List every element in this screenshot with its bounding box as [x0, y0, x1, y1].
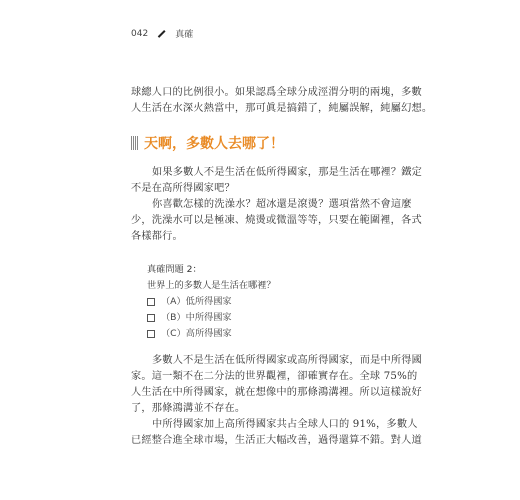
quiz-option-a [147, 294, 276, 310]
text-line: 中所得國家加上高所得國家共占全球人口的 91%，多數人 [152, 419, 418, 430]
quiz-block [147, 262, 276, 342]
quiz-option-b [147, 310, 276, 326]
checkbox-icon [147, 298, 155, 306]
text-line: 球總人口的比例很小。如果認爲全球分成涇渭分明的兩塊，多數 [131, 87, 422, 98]
heading-marker-icon [131, 136, 139, 150]
checkbox-icon [147, 314, 155, 322]
text-line: 已經整合進全球市場，生活正大幅改善，過得還算不錯。對人道 [131, 435, 422, 446]
text-line: 如果多數人不是生活在低所得國家，那是生活在哪裡？鐵定 [152, 167, 423, 178]
page-number: 042 [131, 28, 149, 39]
quiz-option-c [147, 326, 276, 342]
text-line: 人生活在水深火熱當中，那可眞是搞錯了，純屬誤解，純屬幻想。 [131, 103, 433, 114]
answer-paragraph [131, 353, 423, 449]
option-label: （C）高所得國家 [161, 328, 232, 339]
text-line: 人生活在中所得國家，就在想像中的那條鴻溝裡。所以這樣說好 [131, 387, 422, 398]
chapter-title: 真確 [175, 30, 194, 40]
text-line: 不是在高所得國家吧？ [131, 183, 235, 194]
text-line: 家。這一類不在二分法的世界觀裡，卻確實存在。全球 75%的 [131, 371, 418, 382]
section-title: 天啊，多數人去哪了！ [144, 136, 284, 152]
text-line: 你喜歡怎樣的洗澡水？超冰還是滾燙？選項當然不會這麼 [152, 199, 412, 210]
text-line: 少，洗澡水可以是極凍、燒燙或微溫等等，只要在範圍裡，各式 [131, 215, 422, 226]
slash-divider-icon [158, 30, 165, 37]
quiz-label: 真確問題 2： [147, 264, 202, 275]
intro-paragraph [131, 85, 433, 117]
option-label: （B）中所得國家 [161, 312, 232, 323]
quiz-question: 世界上的多數人是生活在哪裡？ [147, 280, 276, 291]
text-line: 各樣都行。 [131, 231, 183, 242]
text-line: 多數人不是生活在低所得國家或高所得國家，而是中所得國 [152, 355, 423, 366]
option-label: （A）低所得國家 [161, 296, 232, 307]
running-header [131, 27, 193, 40]
text-line: 了，那條鴻溝並不存在。 [131, 403, 246, 414]
checkbox-icon [147, 330, 155, 338]
section-heading [131, 133, 284, 153]
section-paragraph [131, 165, 423, 245]
